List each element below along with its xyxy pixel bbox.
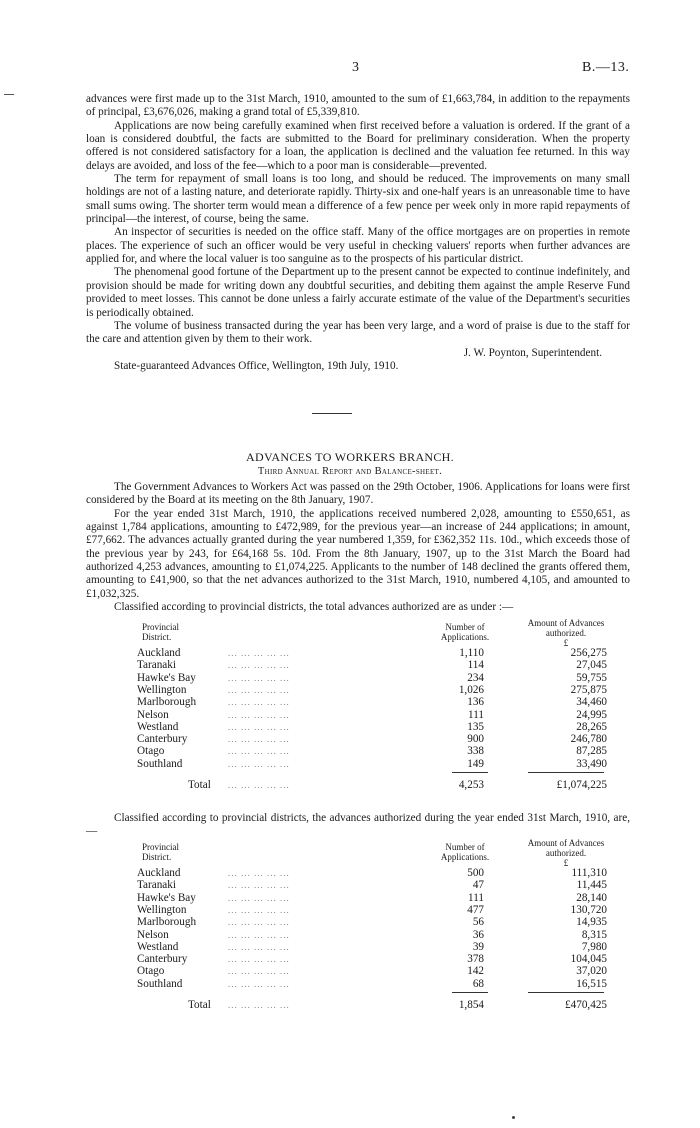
applications-cell: 36	[472, 928, 484, 941]
leader-dots: ... ... ... ... ...	[228, 978, 290, 989]
applications-cell: 111	[468, 708, 484, 721]
district-cell: Southland	[137, 757, 183, 770]
sum-rule	[528, 992, 604, 993]
district-cell: Wellington	[137, 903, 187, 916]
amount-cell: 24,995	[576, 708, 607, 721]
sum-rule	[528, 772, 604, 773]
table-row	[0, 659, 700, 671]
table-row	[0, 965, 700, 977]
applications-cell: 142	[467, 965, 484, 978]
applications-cell: 477	[467, 903, 484, 916]
amount-cell: 7,980	[581, 940, 607, 953]
section-subtitle: Third Annual Report and Balance-sheet.	[257, 466, 443, 477]
applications-cell: 234	[467, 671, 484, 684]
section-title: ADVANCES TO WORKERS BRANCH.	[246, 450, 454, 464]
sum-rule	[452, 992, 488, 993]
applications-cell: 149	[467, 757, 484, 770]
applications-cell: 900	[467, 733, 484, 746]
district-cell: Nelson	[137, 928, 169, 941]
table-row	[0, 978, 700, 990]
section-divider	[312, 413, 352, 414]
district-cell: Marlborough	[137, 916, 197, 929]
amount-cell: 59,755	[576, 671, 607, 684]
amount-cell: 87,285	[576, 745, 607, 758]
table-row	[0, 941, 700, 953]
district-cell: Westland	[137, 720, 179, 733]
applications-cell: 500	[467, 867, 484, 879]
table-row	[0, 745, 700, 757]
paragraph: Classified according to provincial districts, the total advances authorized are as under :—	[114, 601, 514, 614]
district-cell: Auckland	[137, 867, 181, 879]
leader-dots: ... ... ... ... ...	[228, 684, 290, 695]
table-row	[0, 709, 700, 721]
table-row	[0, 733, 700, 745]
leader-dots: ... ... ... ... ...	[228, 880, 290, 891]
table-row	[0, 867, 700, 879]
table-row	[0, 696, 700, 708]
district-cell: Taranaki	[137, 659, 176, 672]
applications-cell: 111	[468, 891, 484, 904]
table-row	[0, 758, 700, 770]
district-cell: Canterbury	[137, 953, 188, 966]
paragraph: advances were first made up to the 31st March, 1910, amounted to the sum of £1,663,784, in addition to the repayments of principal, £3,676,026, making a grand total of £5,339,810.	[86, 93, 630, 119]
table-row	[0, 647, 700, 659]
leader-dots: ... ... ... ... ...	[228, 721, 290, 732]
district-cell: Canterbury	[137, 733, 188, 746]
amount-cell: 28,265	[576, 720, 607, 733]
applications-cell: 136	[467, 696, 484, 709]
leader-dots: ... ... ... ... ...	[228, 780, 290, 790]
district-cell: Taranaki	[137, 879, 176, 892]
applications-cell: 1,110	[459, 647, 484, 659]
margin-mark	[4, 94, 14, 95]
leader-dots: ... ... ... ... ...	[228, 734, 290, 745]
district-cell: Westland	[137, 940, 179, 953]
leader-dots: ... ... ... ... ...	[228, 672, 290, 683]
amount-cell: 33,490	[576, 757, 607, 770]
leader-dots: ... ... ... ... ...	[228, 917, 290, 928]
amount-cell: 27,045	[576, 659, 607, 672]
paragraph: Applications are now being carefully examined when first received before a valuation is ordered. If the grant of a loan is considered doubtful, the facts are submitted to the Board for preliminary consideration. When the property offered is not considered satisfactory for a loan, the application is declined and the valuation fee returned. In this way delays are avoided, and loss of the fee—which to a poor man is considerable—prevented.	[86, 119, 630, 172]
leader-dots: ... ... ... ... ...	[228, 1000, 290, 1010]
column-header-amount: Amount of Advances authorized. £	[527, 838, 605, 868]
leader-dots: ... ... ... ... ...	[228, 746, 290, 757]
applications-cell: 39	[472, 940, 484, 953]
column-header-applications: Number of Applications.	[440, 842, 490, 862]
amount-cell: 256,275	[570, 647, 607, 659]
amount-cell: 130,720	[570, 903, 607, 916]
district-cell: Hawke's Bay	[137, 891, 196, 904]
leader-dots: ... ... ... ... ...	[228, 697, 290, 708]
leader-dots: ... ... ... ... ...	[228, 868, 290, 878]
amount-cell: 28,140	[576, 891, 607, 904]
office-date-line: State-guaranteed Advances Office, Wellington, 19th July, 1910.	[114, 359, 399, 372]
table-row	[0, 916, 700, 928]
applications-cell: 47	[472, 879, 484, 892]
leader-dots: ... ... ... ... ...	[228, 941, 290, 952]
leader-dots: ... ... ... ... ...	[228, 929, 290, 940]
district-cell: Otago	[137, 745, 165, 758]
amount-cell: 111,310	[571, 867, 607, 879]
signature: J. W. Poynton, Superintendent.	[463, 346, 602, 359]
table-row	[0, 953, 700, 965]
district-cell: Wellington	[137, 683, 187, 696]
paragraph: For the year ended 31st March, 1910, the applications received numbered 2,028, amounting to £550,651, as against 1,784 applications, amounting to £472,989, for the previous year—an increase of 244 applications; in amount, £77,662. The advances actually granted during the year numbered 1,359, for £362,352 11s. 10d., which exceeds those of the previous year by 243, for £64,168 5s. 10d. From the 8th January, 1907, up to the 31st March the Board had authorized 4,253 advances, amounting to £1,074,225. Applicants to the number of 148 declined the grants offered them, amounting to £41,900, so that the net advances authorized to the 31st March, 1910, numbered 4,105, and amounted to £1,032,325.	[86, 507, 630, 600]
district-cell: Marlborough	[137, 696, 197, 709]
amount-cell: 37,020	[576, 965, 607, 978]
paragraph: The term for repayment of small loans is too long, and should be reduced. The improvements on many small holdings are not of a lasting nature, and deteriorate rapidly. Thirty-six and one-half years is an unreasonable time to have small sums owing. The shorter term would mean a difference of a few pence per week only in more rapid repayments of principal—the interest, of course, being the same.	[86, 173, 630, 226]
total-applications: 1,854	[458, 999, 484, 1011]
district-cell: Hawke's Bay	[137, 671, 196, 684]
applications-cell: 1,026	[458, 683, 484, 696]
applications-cell: 114	[467, 659, 484, 672]
amount-cell: 246,780	[570, 733, 607, 746]
total-amount: £470,425	[565, 999, 607, 1011]
amount-cell: 16,515	[576, 977, 607, 990]
district-cell: Nelson	[137, 708, 169, 721]
district-cell: Otago	[137, 965, 165, 978]
total-row	[0, 778, 700, 792]
leader-dots: ... ... ... ... ...	[228, 709, 290, 720]
paragraph: Classified according to provincial districts, the advances authorized during the year ended 31st March, 1910, are,—	[86, 812, 630, 838]
column-header-applications: Number of Applications.	[440, 622, 490, 642]
report-conclusion	[86, 93, 630, 373]
leader-dots: ... ... ... ... ...	[228, 660, 290, 671]
applications-cell: 378	[467, 953, 484, 966]
leader-dots: ... ... ... ... ...	[228, 966, 290, 977]
paragraph: The volume of business transacted during the year has been very large, and a word of praise is due to the staff for the care and attention given by them to their work.	[86, 319, 630, 346]
applications-cell: 56	[472, 916, 484, 929]
page-number: 3	[352, 60, 359, 75]
leader-dots: ... ... ... ... ...	[228, 758, 290, 769]
leader-dots: ... ... ... ... ...	[228, 892, 290, 903]
column-header-district: Provincial District.	[142, 842, 179, 862]
total-row	[0, 998, 700, 1012]
amount-cell: 8,315	[581, 928, 607, 941]
table-row	[0, 904, 700, 916]
column-header-district: Provincial District.	[142, 622, 179, 642]
total-label: Total	[188, 999, 211, 1011]
document-reference: B.—13.	[582, 60, 630, 75]
paragraph: The phenomenal good fortune of the Department up to the present cannot be expected to continue indefinitely, and provision should be made for writing down any doubtful securities, and debiting them against the ample Reserve Fund provided to meet losses. This cannot be done unless a fairly accurate estimate of the value of the Department's securities is periodically obtained.	[86, 266, 630, 319]
table-row	[0, 684, 700, 696]
sum-rule	[452, 772, 488, 773]
paragraph: An inspector of securities is needed on the office staff. Many of the office mortgages are on properties in remote places. The experience of such an officer would be very useful in checking valuers' reports when further advances are applied for, and where the local valuer is too sanguine as to the prospects of his particular district.	[86, 226, 630, 266]
amount-cell: 275,875	[570, 683, 607, 696]
leader-dots: ... ... ... ... ...	[228, 904, 290, 915]
table-row	[0, 721, 700, 733]
district-cell: Auckland	[137, 647, 181, 659]
applications-cell: 135	[467, 720, 484, 733]
total-label: Total	[188, 779, 211, 791]
amount-cell: 34,460	[576, 696, 607, 709]
table-row	[0, 672, 700, 684]
amount-cell: 11,445	[576, 879, 607, 892]
total-amount: £1,074,225	[556, 779, 607, 791]
section-body	[86, 481, 630, 614]
print-mark	[512, 1116, 515, 1119]
table-row	[0, 929, 700, 941]
district-cell: Southland	[137, 977, 183, 990]
applications-cell: 338	[467, 745, 484, 758]
amount-cell: 104,045	[570, 953, 607, 966]
paragraph: The Government Advances to Workers Act was passed on the 29th October, 1906. Applications for loans were first considered by the Board at its meeting on the 8th January, 1907.	[86, 481, 630, 507]
leader-dots: ... ... ... ... ...	[228, 954, 290, 965]
table-row	[0, 892, 700, 904]
section-body-continued	[86, 812, 630, 839]
applications-cell: 68	[472, 977, 484, 990]
amount-cell: 14,935	[576, 916, 607, 929]
column-header-amount: Amount of Advances authorized. £	[527, 618, 605, 648]
table-row	[0, 879, 700, 891]
total-applications: 4,253	[458, 779, 484, 791]
leader-dots: ... ... ... ... ...	[228, 648, 290, 658]
